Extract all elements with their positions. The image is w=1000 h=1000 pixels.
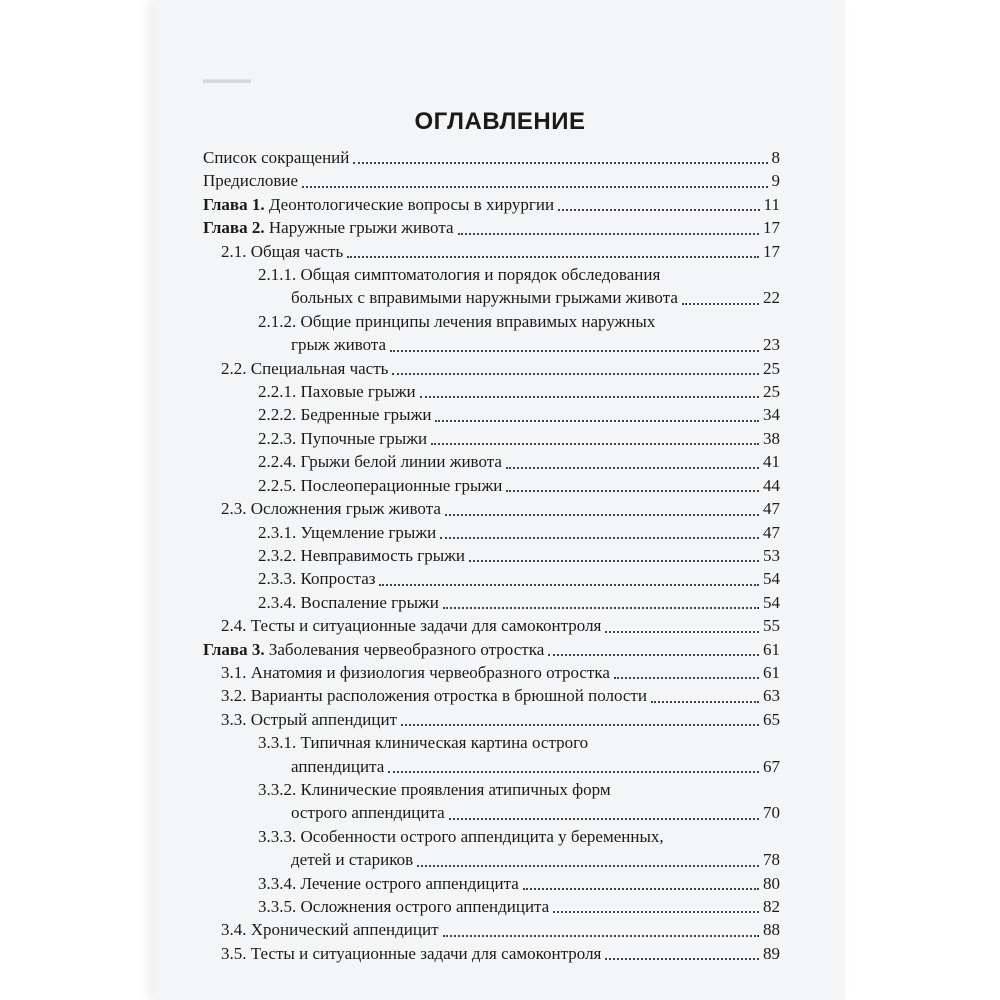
toc-entry[interactable] <box>203 169 780 192</box>
dot-leader <box>445 514 759 516</box>
toc-page-number: 70 <box>763 803 780 823</box>
toc-page-number: 25 <box>763 382 780 402</box>
toc-entry-title: 2.1.1. Общая симптоматология и порядок обследования <box>258 265 661 285</box>
toc-entry[interactable] <box>258 521 780 544</box>
toc-entry-title: 3.3.4. Лечение острого аппендицита <box>258 873 519 893</box>
toc-entry[interactable] <box>258 591 780 614</box>
toc-page-number: 61 <box>763 639 780 659</box>
dot-leader <box>651 701 759 703</box>
toc-page-number: 47 <box>763 522 780 542</box>
toc-page-number: 17 <box>763 218 780 238</box>
page-title: ОГЛАВЛЕНИЕ <box>414 108 586 135</box>
toc-entry-title-cont: грыж живота <box>291 335 387 355</box>
toc-entry-title: 2.2.5. Послеоперационные грыжи <box>258 475 503 495</box>
toc-entry-title-cont: аппендицита <box>291 756 385 776</box>
toc-entry-title: 3.2. Варианты расположения отростка в брюшной полости <box>221 686 647 706</box>
toc-entry-title: Предисловие <box>203 171 299 191</box>
toc-page-number: 25 <box>763 358 780 378</box>
toc-page-number: 82 <box>763 897 780 916</box>
toc-page-number: 17 <box>763 241 780 261</box>
toc-chapter-entry[interactable] <box>203 638 780 661</box>
chapter-label: Глава 2. <box>203 218 265 238</box>
dot-leader <box>388 771 759 773</box>
toc-entry-title: 2.2.2. Бедренные грыжи <box>258 405 432 425</box>
toc-page-number: 53 <box>763 545 780 565</box>
dot-leader <box>506 467 759 469</box>
toc-entry-title: 3.3.2. Клинические проявления атипичных форм <box>258 779 611 799</box>
toc-entry-title: 2.3.3. Копростаз <box>258 569 376 589</box>
toc-entry-title: 2.3. Осложнения грыж живота <box>221 499 441 519</box>
toc-entry[interactable] <box>258 380 780 403</box>
toc-entry-title: 2.1. Общая часть <box>221 241 344 261</box>
toc-page-number: 9 <box>771 171 780 191</box>
toc-entry-title: 2.2.1. Паховые грыжи <box>258 382 416 402</box>
dot-leader <box>682 303 759 305</box>
toc-entry[interactable] <box>221 614 780 637</box>
toc-entry-title: 2.4. Тесты и ситуационные задачи для самоконтроля <box>221 616 602 636</box>
toc-page-number: 41 <box>763 452 780 472</box>
dot-leader <box>523 888 759 890</box>
dot-leader <box>605 631 759 633</box>
toc-page-number: 65 <box>763 709 780 729</box>
toc-entry-title: 2.1.2. Общие принципы лечения вправимых наружных <box>258 311 656 331</box>
toc-page-number: 47 <box>763 499 780 519</box>
toc-entry[interactable] <box>258 872 780 895</box>
toc-page-number: 8 <box>771 148 780 167</box>
toc-entry[interactable] <box>221 684 780 707</box>
dot-leader <box>506 490 759 492</box>
toc-wrapped-entry[interactable] <box>203 778 780 825</box>
toc-entry-title <box>203 216 454 239</box>
toc-entry[interactable] <box>221 357 780 380</box>
dot-leader <box>431 443 759 445</box>
toc-entry[interactable] <box>203 146 780 169</box>
toc-page-number: 78 <box>763 850 780 870</box>
dot-leader <box>379 584 759 586</box>
dot-leader <box>420 396 759 398</box>
toc-entry[interactable] <box>221 497 780 520</box>
dot-leader <box>558 209 760 211</box>
toc-page-number: 80 <box>763 873 780 893</box>
toc-page-number: 34 <box>763 405 780 425</box>
toc-entry-title: 3.3.1. Типичная клиническая картина острого <box>258 733 589 753</box>
toc-page-number: 88 <box>763 920 780 940</box>
toc-entry-title: 3.3.5. Осложнения острого аппендицита <box>258 897 550 916</box>
table-of-contents <box>203 146 780 965</box>
dot-leader <box>605 958 759 960</box>
toc-entry[interactable] <box>221 240 780 263</box>
chapter-title: Заболевания червеобразного отростка <box>264 639 545 659</box>
dot-leader <box>443 935 759 937</box>
toc-page-number: 38 <box>763 428 780 448</box>
bleed-through-text: ▬▬▬▬ <box>203 72 251 86</box>
chapter-title: Деонтологические вопросы в хирургии <box>264 194 555 214</box>
dot-leader <box>614 677 759 679</box>
toc-entry[interactable] <box>221 708 780 731</box>
toc-chapter-entry[interactable] <box>203 193 780 216</box>
toc-entry[interactable] <box>258 544 780 567</box>
toc-entry-title-cont: острого аппендицита <box>291 803 445 823</box>
toc-entry-title-cont: больных с вправимыми наружными грыжами живота <box>291 288 678 308</box>
dot-leader <box>449 818 759 820</box>
toc-page-number: 67 <box>763 756 780 776</box>
toc-page-number: 44 <box>763 475 780 495</box>
toc-entry[interactable] <box>258 895 780 918</box>
toc-page-number: 11 <box>763 194 780 214</box>
toc-wrapped-entry[interactable] <box>203 310 780 357</box>
toc-entry-title: 2.2. Специальная часть <box>221 358 389 378</box>
toc-entry-title <box>203 638 544 661</box>
dot-leader <box>417 865 759 867</box>
toc-entry[interactable] <box>258 474 780 497</box>
toc-entry[interactable] <box>258 403 780 426</box>
toc-chapter-entry[interactable] <box>203 216 780 239</box>
chapter-title: Наружные грыжи живота <box>264 218 454 238</box>
toc-entry[interactable] <box>221 942 780 965</box>
dot-leader <box>347 256 759 258</box>
dot-leader <box>553 911 759 913</box>
toc-entry[interactable] <box>221 918 780 941</box>
toc-entry-title: 2.3.4. Воспаление грыжи <box>258 592 439 612</box>
toc-entry-title-cont: детей и стариков <box>291 850 414 870</box>
toc-entry-title: 2.3.2. Невправимость грыжи <box>258 545 466 565</box>
toc-page-number: 61 <box>763 662 780 682</box>
chapter-label: Глава 3. <box>203 639 265 659</box>
toc-page-number: 63 <box>763 686 780 706</box>
dot-leader <box>302 186 767 188</box>
toc-entry[interactable] <box>221 661 780 684</box>
toc-wrapped-entry[interactable] <box>203 731 780 778</box>
dot-leader <box>401 724 759 726</box>
toc-wrapped-entry[interactable] <box>203 263 780 310</box>
dot-leader <box>458 233 759 235</box>
toc-entry-title: 2.2.3. Пупочные грыжи <box>258 428 428 448</box>
dot-leader <box>443 607 759 609</box>
toc-entry-title: 2.3.1. Ущемление грыжи <box>258 522 437 542</box>
dot-leader <box>435 420 759 422</box>
toc-entry-title: 3.1. Анатомия и физиология червеобразного отростка <box>221 662 610 682</box>
toc-page-number: 22 <box>763 288 780 308</box>
toc-entry-title: 2.2.4. Грыжи белой линии живота <box>258 452 502 472</box>
toc-entry-title: 3.3.3. Особенности острого аппендицита у беременных, <box>258 826 664 846</box>
dot-leader <box>390 350 759 352</box>
dot-leader <box>548 654 759 656</box>
dot-leader <box>440 537 759 539</box>
chapter-label: Глава 1. <box>203 194 265 214</box>
toc-entry[interactable] <box>258 427 780 450</box>
toc-page-number: 54 <box>763 592 780 612</box>
toc-entry-title <box>203 193 554 216</box>
dot-leader <box>392 373 759 375</box>
toc-entry[interactable] <box>258 567 780 590</box>
toc-entry-title: 3.5. Тесты и ситуационные задачи для самоконтроля <box>221 943 602 963</box>
toc-entry-title: Список сокращений <box>203 148 350 167</box>
dot-leader <box>469 560 759 562</box>
toc-wrapped-entry[interactable] <box>203 825 780 872</box>
toc-entry[interactable] <box>258 450 780 473</box>
toc-page-number: 89 <box>763 943 780 963</box>
toc-page-number: 55 <box>763 616 780 636</box>
toc-entry-title: 3.4. Хронический аппендицит <box>221 920 439 940</box>
toc-page-number: 54 <box>763 569 780 589</box>
toc-entry-title: 3.3. Острый аппендицит <box>221 709 398 729</box>
toc-page-number: 23 <box>763 335 780 355</box>
dot-leader <box>353 162 767 164</box>
